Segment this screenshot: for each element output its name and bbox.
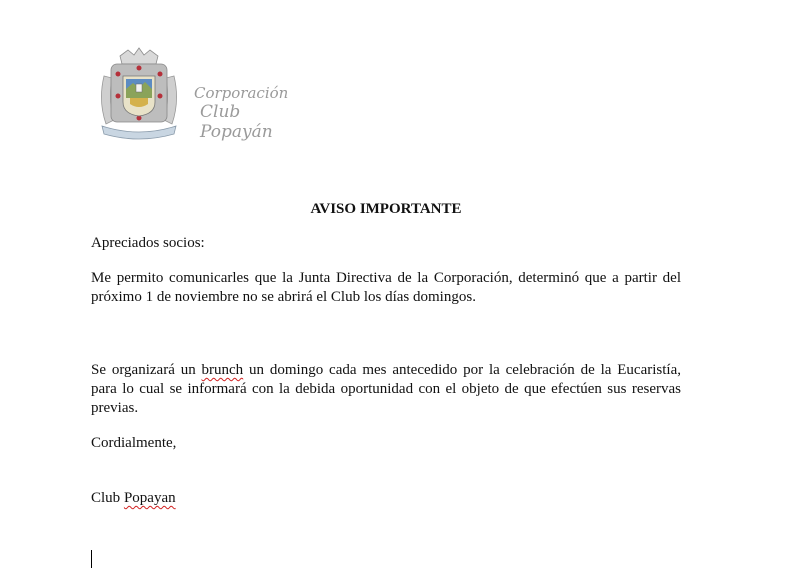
greeting: Apreciados socios: [91,235,205,251]
paragraph-2 [91,361,681,418]
club-name [194,84,313,143]
closing: Cordialmente, [91,435,177,451]
spellcheck-flag-popayan[interactable]: Popayan [123,490,176,506]
signature [91,489,681,508]
text-cursor [91,550,92,568]
paragraph-2-after: un domingo cada mes antecedido por la celebración de la Eucaristía, para lo cual se informará con la debida oportunidad con el objeto de que efectúen sus reservas previas. [91,362,681,416]
brand-line-corporacion: Corporación [194,84,289,102]
signature-before: Club [91,490,124,506]
paragraph-2-before: Se organizará un [91,362,202,378]
paragraph-1: Me permito comunicarles que la Junta Directiva de la Corporación, determinó que a partir del próximo 1 de noviembre no se abrirá el Club los días domingos. [91,270,681,305]
document-title: AVISO IMPORTANTE [310,201,462,217]
brand-line-club-popayan: Club Popayán [200,102,273,143]
document-body[interactable] [91,200,681,508]
club-logo [98,46,313,146]
coat-of-arms-icon [98,46,180,142]
spellcheck-flag-brunch[interactable]: brunch [201,362,244,378]
